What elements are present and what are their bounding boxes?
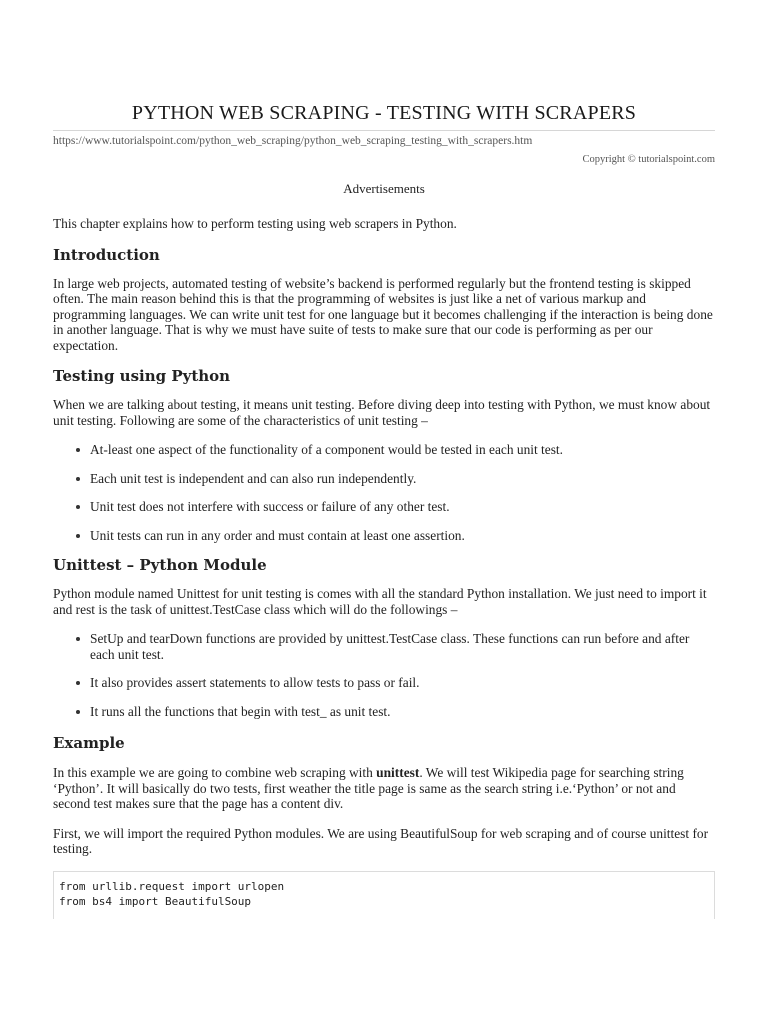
code-block[interactable] <box>53 871 715 919</box>
code-line: from urllib.request import urlopen <box>59 879 285 893</box>
heading-introduction: Introduction <box>53 245 160 264</box>
introduction-paragraph: In large web projects, automated testing of website’s backend is performed regularly but the frontend testing is skipped often. The main reason behind this is that the programming of websites is just like a net of various markup and programming languages. We can write unit test for one language but it becomes challenging if the interaction is being done in another language. That is why we must have suite of tests to make sure that our code is performing as per our expectation. <box>53 275 713 353</box>
list-item: It also provides assert statements to allow tests to pass or fail. <box>90 675 715 691</box>
document-page <box>53 0 715 919</box>
title-divider <box>53 130 715 131</box>
advertisements-label: Advertisements <box>343 181 425 196</box>
list-item: Each unit test is independent and can also run independently. <box>90 471 715 487</box>
list-item: At-least one aspect of the functionality of a component would be tested in each unit test. <box>90 442 715 458</box>
list-item: Unit tests can run in any order and must contain at least one assertion. <box>90 528 715 544</box>
list-item: Unit test does not interfere with success or failure of any other test. <box>90 499 715 515</box>
example-paragraph-1 <box>53 765 715 812</box>
code-line: from bs4 import BeautifulSoup <box>59 894 252 908</box>
copyright-notice: Copyright © tutorialspoint.com <box>582 154 715 165</box>
example-text-end: . We will test Wikipedia page for searching string ‘Python’. It will basically do two tests, first weather the title page is same as the search string i.e.‘Python’ or not and second test makes sure that the page has a content div. <box>53 765 684 811</box>
list-item: It runs all the functions that begin with test_ as unit test. <box>90 704 715 720</box>
source-url[interactable]: https://www.tutorialspoint.com/python_web_scraping/python_web_scraping_testing_with_scrapers.htm <box>53 135 533 147</box>
heading-testing-using-python: Testing using Python <box>53 367 231 385</box>
unittest-paragraph: Python module named Unittest for unit testing is comes with all the standard Python installation. We just need to import it and rest is the task of unittest.TestCase class which will do the followings – <box>53 586 707 617</box>
testing-paragraph: When we are talking about testing, it means unit testing. Before diving deep into testing with Python, we must know about unit testing. Following are some of the characteristics of unit testing – <box>53 397 711 428</box>
unittest-bold-term: unittest <box>376 765 420 780</box>
list-item: SetUp and tearDown functions are provided by unittest.TestCase class. These functions can run before and after each unit test. <box>90 631 715 662</box>
heading-example: Example <box>53 734 125 752</box>
chapter-intro: This chapter explains how to perform testing using web scrapers in Python. <box>53 216 457 231</box>
page-title: PYTHON WEB SCRAPING - TESTING WITH SCRAPERS <box>131 102 637 124</box>
unit-test-characteristics-list <box>53 442 715 543</box>
example-paragraph-2: First, we will import the required Python modules. We are using BeautifulSoup for web scraping and of course unittest for testing. <box>53 825 709 856</box>
example-text-start: In this example we are going to combine web scraping with <box>53 765 377 780</box>
heading-unittest-module: Unittest – Python Module <box>53 556 267 574</box>
unittest-features-list <box>53 631 715 719</box>
